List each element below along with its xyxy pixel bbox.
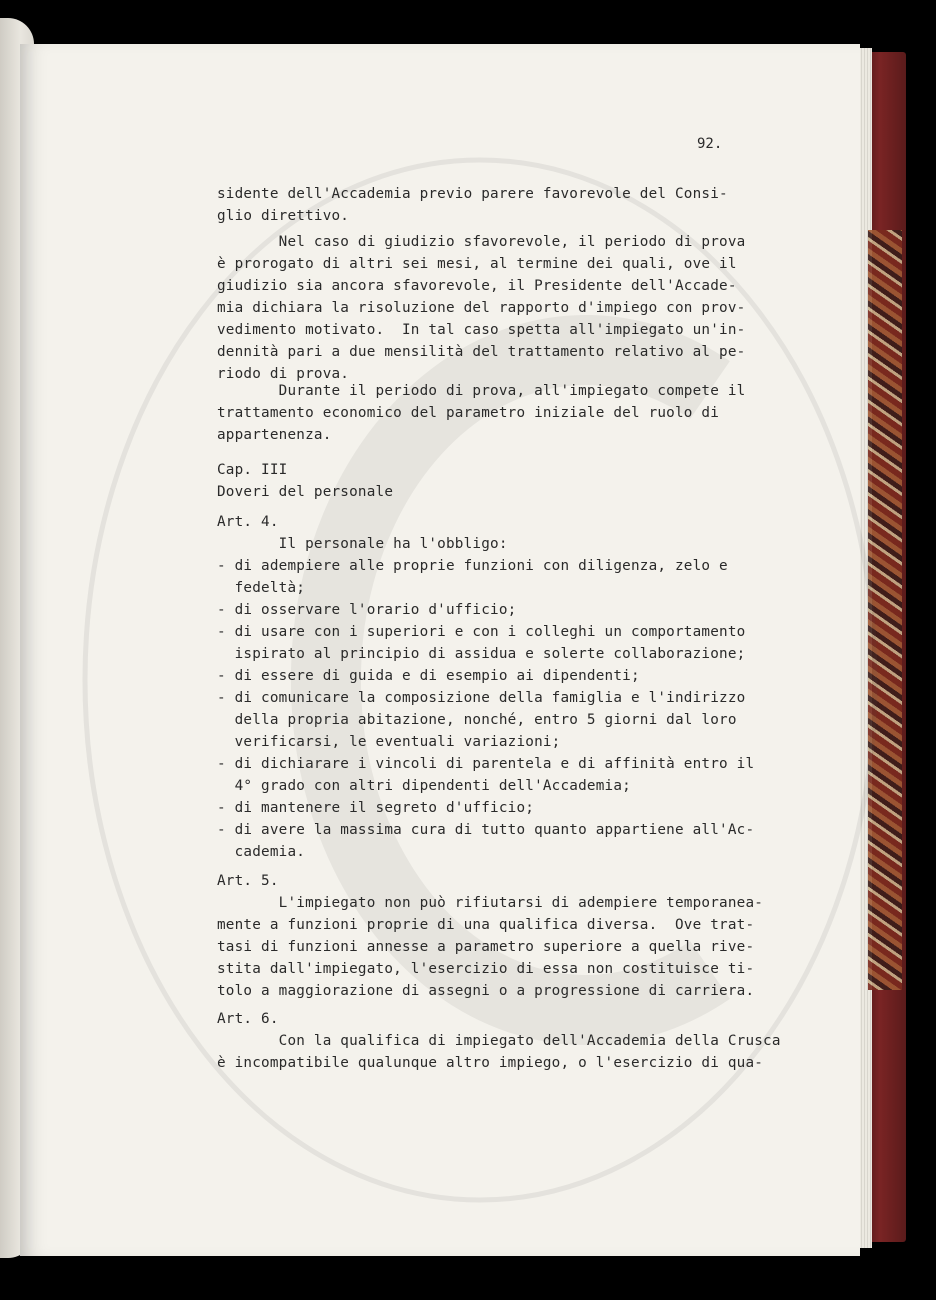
text-line: trattamento economico del parametro iniziale del ruolo di <box>217 405 720 421</box>
text-line: - di comunicare la composizione della famiglia e l'indirizzo <box>217 690 746 706</box>
marbled-endpaper <box>868 230 902 990</box>
text-line: appartenenza. <box>217 427 332 443</box>
text-line: è incompatibile qualunque altro impiego, o l'esercizio di qua- <box>217 1055 764 1071</box>
paragraph-2 <box>217 231 777 385</box>
text-line: stita dall'impiegato, l'esercizio di essa non costituisce ti- <box>217 961 755 977</box>
text-line: - di avere la massima cura di tutto quanto appartiene all'Ac- <box>217 822 755 838</box>
text-line: è prorogato di altri sei mesi, al termine dei quali, ove il <box>217 256 737 272</box>
article-6-body <box>217 1030 781 1074</box>
text-line: - di osservare l'orario d'ufficio; <box>217 602 517 618</box>
text-line: - di adempiere alle proprie funzioni con diligenza, zelo e <box>217 558 728 574</box>
text-line: glio direttivo. <box>217 208 350 224</box>
text-line: vedimento motivato. In tal caso spetta all'impiegato un'in- <box>217 322 746 338</box>
text-line: sidente dell'Accademia previo parere favorevole del Consi- <box>217 186 728 202</box>
text-line: della propria abitazione, nonché, entro 5 giorni dal loro <box>217 712 737 728</box>
article-5-body <box>217 892 777 1002</box>
text-line: Il personale ha l'obbligo: <box>217 536 508 552</box>
article-5-heading: Art. 5. <box>217 873 279 889</box>
article-4-heading: Art. 4. <box>217 514 279 530</box>
text-line: mia dichiara la risoluzione del rapporto d'impiego con prov- <box>217 300 746 316</box>
text-line: ispirato al principio di assidua e solerte collaborazione; <box>217 646 746 662</box>
text-line: cademia. <box>217 844 306 860</box>
text-line: Durante il periodo di prova, all'impiegato compete il <box>217 383 746 399</box>
text-line: verificarsi, le eventuali variazioni; <box>217 734 561 750</box>
text-line: Nel caso di giudizio sfavorevole, il periodo di prova <box>217 234 746 250</box>
article-6-heading: Art. 6. <box>217 1011 279 1027</box>
text-line: giudizio sia ancora sfavorevole, il Presidente dell'Accade- <box>217 278 737 294</box>
text-line: fedeltà; <box>217 580 306 596</box>
text-line: L'impiegato non può rifiutarsi di adempiere temporanea- <box>217 895 764 911</box>
text-line: - di dichiarare i vincoli di parentela e di affinità entro il <box>217 756 755 772</box>
text-line: - di usare con i superiori e con i colleghi un comportamento <box>217 624 746 640</box>
page-number: 92. <box>697 136 723 152</box>
text-line: riodo di prova. <box>217 366 350 382</box>
text-line: tasi di funzioni annesse a parametro superiore a quella rive- <box>217 939 755 955</box>
text-line: Con la qualifica di impiegato dell'Accademia della Crusca <box>217 1033 781 1049</box>
article-4-body <box>217 533 777 863</box>
text-line: 4° grado con altri dipendenti dell'Accademia; <box>217 778 631 794</box>
text-line: - di essere di guida e di esempio ai dipendenti; <box>217 668 640 684</box>
paragraph-1 <box>217 183 777 227</box>
chapter-title: Doveri del personale <box>217 484 394 500</box>
text-line: - di mantenere il segreto d'ufficio; <box>217 800 535 816</box>
paragraph-3 <box>217 380 777 446</box>
text-line: dennità pari a due mensilità del trattamento relativo al pe- <box>217 344 746 360</box>
text-line: mente a funzioni proprie di una qualifica diversa. Ove trat- <box>217 917 755 933</box>
chapter-heading: Cap. III <box>217 462 288 478</box>
text-line: tolo a maggiorazione di assegni o a progressione di carriera. <box>217 983 755 999</box>
